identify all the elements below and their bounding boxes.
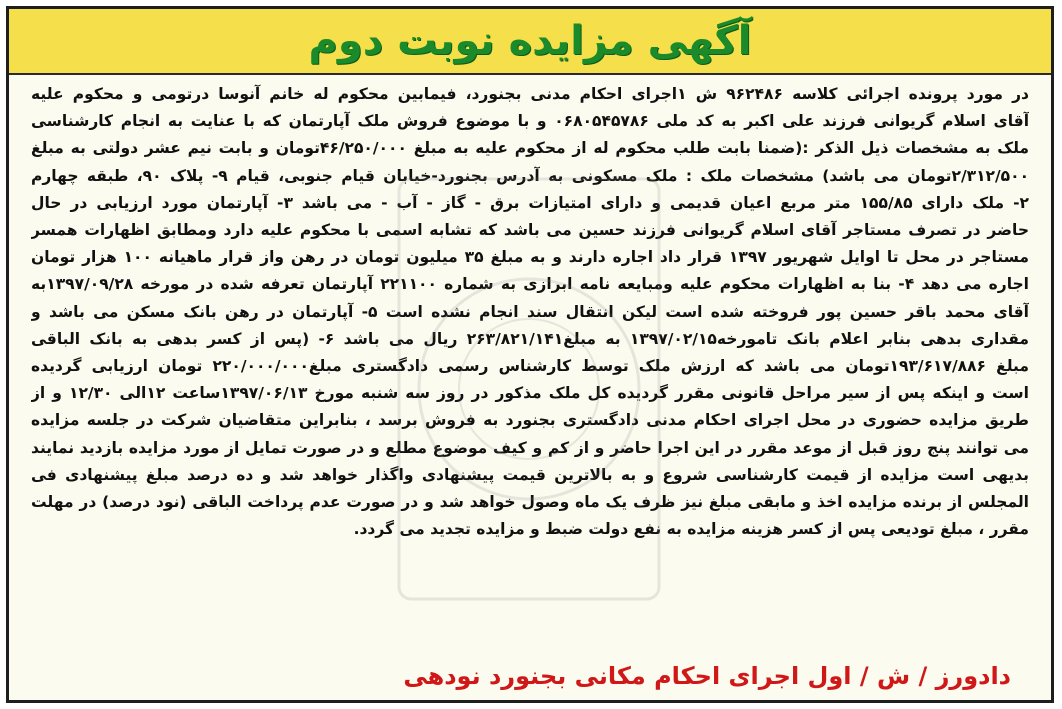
body-line: ملک به مشخصات ذیل الذکر :(ضمنا بابت طلب محکوم له از محکوم علیه به مبلغ ۴۶/۲۵۰/۰۰۰تومان و بابت نیم عشر دولتی به مبلغ <box>31 139 1029 158</box>
body-line: طریق مزایده حضوری در محل اجرای احکام مدنی دادگستری بجنورد به فروش برسد ، بنابراین متقاضیان شرکت در جلسه مزایده <box>31 411 1029 430</box>
body-line: ۲- ملک دارای ۱۵۵/۸۵ متر مربع اعیان قدیمی و دارای امتیازات برق - گاز - آب - می باشد ۳- آپارتمان مورد ارزیابی در حال <box>31 193 1029 212</box>
notice-header <box>9 9 1051 75</box>
signature-line: دادورز / ش / اول اجرای احکام مکانی بجنورد نودهی <box>403 662 1011 690</box>
body-line: مبلغ ۱۹۳/۶۱۷/۸۸۶تومان می باشد که ارزش ملک توسط کارشناس رسمی دادگستری مبلغ۲۲۰/۰۰۰/۰۰۰ تومان ارزیابی گردیده <box>31 357 1029 376</box>
body-line: است و اینکه پس از سیر مراحل قانونی مقرر گردیده کل ملک مذکور در روز سه شنبه مورخ ۱۳۹۷/۰۶/۱۳ساعت ۱۲الی ۱۲/۳۰ و از <box>31 384 1029 403</box>
body-line: آقای محمد باقر حسین پور فروخته شده است لیکن انتقال سند انجام نشده است ۵- آپارتمان در رهن بانک مسکن می باشد و <box>31 302 1029 321</box>
notice-title: آگهی مزایده نوبت دوم <box>308 18 752 64</box>
notice-frame <box>6 6 1054 703</box>
body-line: بدیهی است مزایده از قیمت کارشناسی شروع و به بالاترین قیمت پیشنهادی واگذار خواهد شد و ده درصد مبلغ پیشنهادی فی <box>31 465 1029 484</box>
body-line: حاضر در تصرف مستاجر آقای اسلام گریوانی فرزند حسین می باشد که تشابه اسمی با محکوم علیه دارد ومطابق اظهارات همسر <box>31 221 1029 240</box>
body-line: اجاره می دهد ۴- بنا به اظهارات محکوم علیه ومبایعه نامه ابرازی به شماره ۲۲۱۱۰۰ آپارتمان تعرفه شده در مورخه ۱۳۹۷/۰۹/۲۸به <box>31 275 1029 294</box>
body-line: آقای اسلام گریوانی فرزند علی اکبر به کد ملی ۰۶۸۰۵۴۵۷۸۶ و با موضوع فروش ملک آپارتمان که با عنایت به انجام کارشناسی <box>31 112 1029 131</box>
notice-body <box>31 81 1029 543</box>
body-line: مقرر ، مبلغ تودیعی پس از کسر هزینه مزایده به نفع دولت ضبط و مزایده تجدید می گردد. <box>353 520 1029 539</box>
body-line: در مورد پرونده اجرائی کلاسه ۹۶۲۴۸۶ ش ۱اجرای احکام مدنی بجنورد، فیمابین محکوم له خانم آنوسا درتومی و محکوم علیه <box>31 85 1029 103</box>
body-line: مستاجر در محل تا اوایل شهریور ۱۳۹۷ قرار داد اجاره دارند و به مبلغ ۳۵ میلیون تومان در رهن واز قرار ماهیانه ۱۰۰ هزار تومان <box>31 248 1029 267</box>
body-line: ۲/۳۱۲/۵۰۰تومان می باشد) مشخصات ملک : ملک مسکونی به آدرس بجنورد-خیابان قیام جنوبی، قیام ۹- پلاک ۹۰، طبقه چهارم <box>31 166 1029 185</box>
body-line: مقداری بدهی بنابر اعلام بانک تامورخه۱۳۹۷/۰۲/۱۵ به مبلغ۲۶۳/۸۲۱/۱۴۱ ریال می باشد ۶- (پس از کسر بدهی به بانک الباقی <box>31 329 1029 348</box>
body-line: می توانند پنج روز قبل از موعد مقرر در این اجرا حاضر و از کم و کیف موضوع مطلع و در صورت تمایل از مورد مزایده بازدید نمایند <box>31 438 1029 457</box>
body-line: المجلس از برنده مزایده اخذ و مابقی مبلغ نیز ظرف یک ماه وصول خواهد شد و در صورت عدم پرداخت الباقی (نود درصد) در مهلت <box>31 493 1029 512</box>
